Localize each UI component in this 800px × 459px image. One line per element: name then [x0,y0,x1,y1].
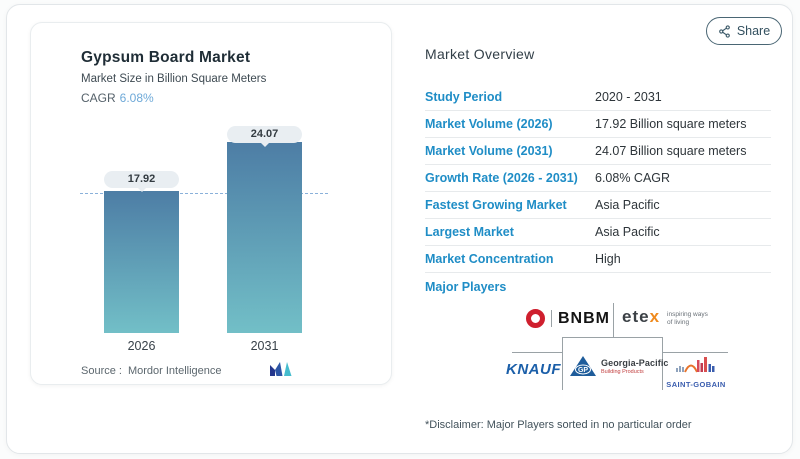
etex-logo [622,308,708,328]
bnbm-logo [526,309,610,328]
source-row [81,365,222,377]
row-label: Growth Rate (2026 - 2031) [425,171,578,185]
bnbm-name: BNBM [558,309,610,327]
etex-name-suffix: x [649,307,661,326]
saint-gobain-logo [664,355,728,389]
bar-2031 [227,142,302,333]
row-label: Major Players [425,279,507,294]
row-label: Market Concentration [425,252,554,266]
bar-value-label-2031: 24.07 [227,126,302,143]
row-value: 24.07 Billion square meters [595,144,747,158]
share-button[interactable] [706,17,782,45]
row-value: Asia Pacific [595,198,660,212]
category-label-2031: 2031 [250,339,279,353]
category-label-2026: 2026 [127,339,156,353]
chart-cagr [81,91,154,105]
market-overview-title: Market Overview [425,46,535,62]
bar-2026 [104,191,179,333]
overview-table [425,84,771,300]
etex-tagline-line2: of living [667,319,690,327]
cagr-label: CAGR [81,91,116,105]
georgia-pacific-texts [601,358,669,375]
chart-title: Gypsum Board Market [81,49,251,66]
bnbm-emblem-icon [526,309,545,328]
saint-gobain-name: SAINT-GOBAIN [666,380,726,389]
georgia-pacific-abbr: GP [577,367,589,374]
table-row [425,219,771,246]
table-row [425,111,771,138]
row-label: Market Volume (2031) [425,144,553,158]
source-value: Mordor Intelligence [127,365,222,377]
etex-tagline [667,311,708,328]
source-label: Source : [81,365,122,377]
table-row [425,138,771,165]
row-value: 6.08% CAGR [595,171,671,185]
disclaimer-text: *Disclaimer: Major Players sorted in no particular order [425,419,692,431]
etex-name [622,308,660,325]
table-row [425,273,771,300]
share-icon [718,25,731,38]
cagr-value: 6.08% [119,91,154,105]
mordor-intelligence-logo-icon [269,361,295,377]
row-value: 2020 - 2031 [595,90,662,104]
logo-grid-divider [613,303,614,337]
bar-value-label-2026: 17.92 [104,171,179,188]
georgia-pacific-name: Georgia-Pacific [601,357,669,368]
logo-grid-divider [663,352,728,353]
chart-card [30,22,392,385]
bnbm-separator [551,310,552,327]
row-label: Fastest Growing Market [425,198,567,212]
georgia-pacific-logo [570,356,669,376]
georgia-pacific-triangle-icon [570,356,596,376]
row-value: High [595,252,621,266]
etex-tagline-line1: inspiring ways [667,311,708,318]
row-label: Study Period [425,90,503,104]
georgia-pacific-subtitle: Building Products [601,368,644,375]
row-label: Market Volume (2026) [425,117,553,131]
etex-name-prefix: ete [622,307,650,326]
table-row [425,246,771,273]
knauf-logo: KNAUF [506,361,561,378]
table-row [425,192,771,219]
row-value: 17.92 Billion square meters [595,117,747,131]
table-row [425,165,771,192]
chart-subtitle: Market Size in Billion Square Meters [81,73,267,85]
table-row [425,84,771,111]
logo-grid-divider [512,352,562,353]
row-label: Largest Market [425,225,514,239]
share-label: Share [736,24,771,38]
saint-gobain-skyline-icon [673,355,719,374]
row-value: Asia Pacific [595,225,660,239]
